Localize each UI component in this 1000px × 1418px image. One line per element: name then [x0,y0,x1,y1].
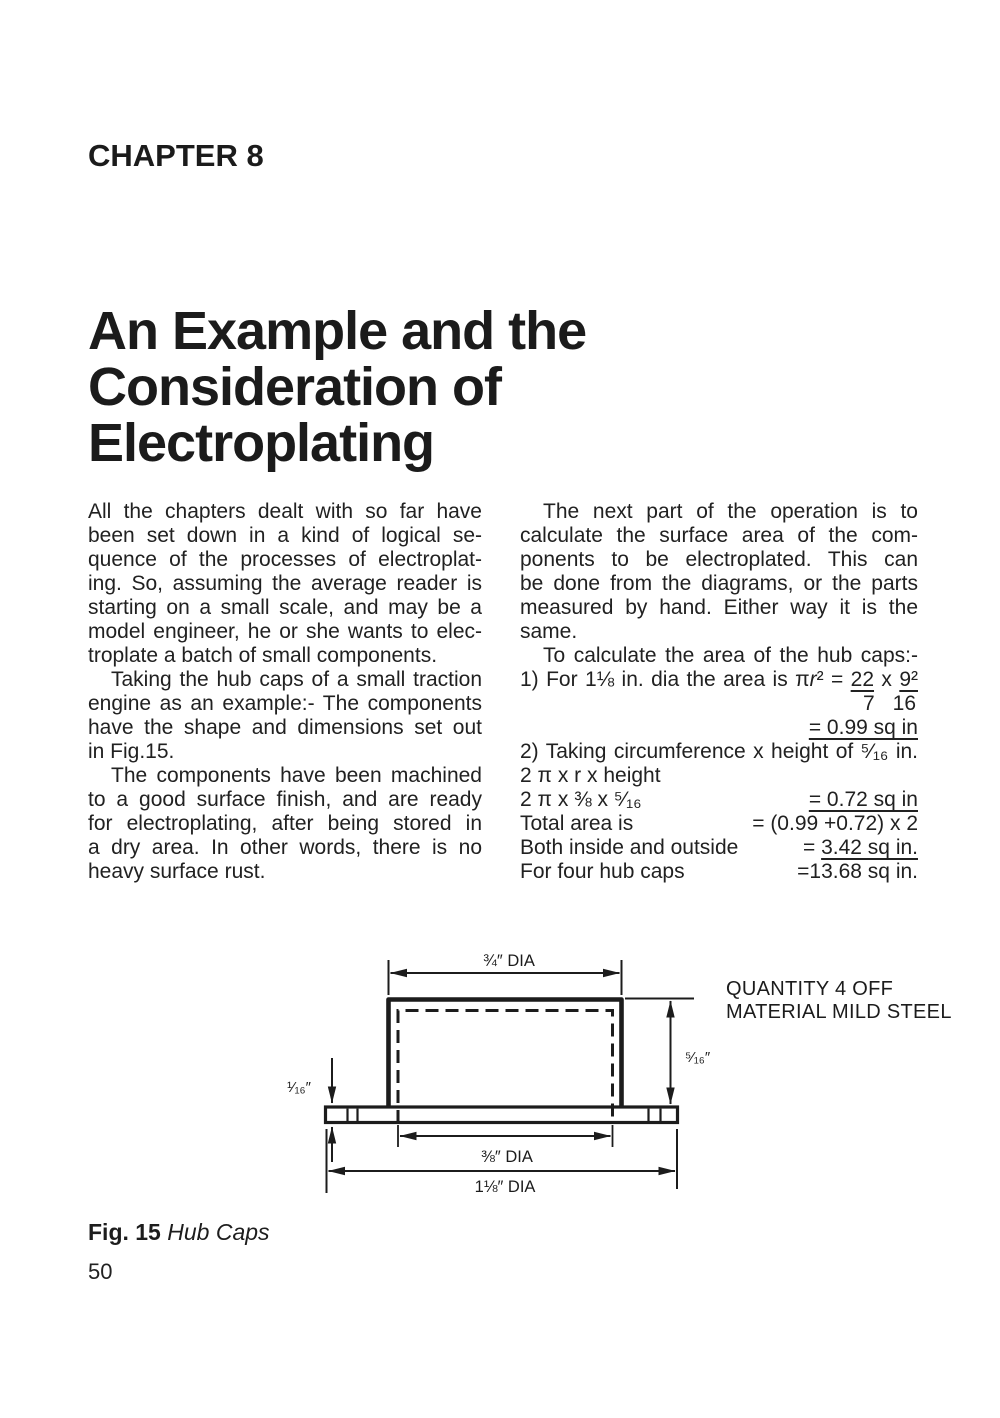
label-one-sixteenth: ¹⁄₁₆″ [287,1079,311,1096]
text-line: have the shape and dimensions set out [88,716,482,739]
text-line: starting on a small scale, and may be a [88,596,482,619]
figure-caption [88,1219,270,1246]
calc-row-label: Both inside and outside [520,836,739,859]
title-line-3: Electroplating [88,413,435,473]
calc-row-label: Total area is [520,812,634,835]
calc-row [520,812,918,836]
fraction-denominator-1: 7 [862,692,875,715]
calc-row [520,860,918,884]
calculation-rows [520,788,918,884]
equation-prefix: 1) For 1⅛ in. dia the area is π [520,668,810,691]
label-three-eighth-dia: ⅜″ DIA [481,1148,533,1166]
text-line: All the chapters dealt with so far have [88,500,482,523]
label-five-sixteenth: ⁵⁄₁₆″ [685,1049,711,1066]
calc-row [520,836,918,860]
text-line: ponents to be electroplated. This can [520,548,918,571]
text-line: measured by hand. Either way it is the [520,596,918,619]
calc-row-value: = 3.42 sq in. [802,836,918,859]
calc-row-value: = 0.72 sq in [808,788,918,811]
text-line: been set down in a kind of logical se- [88,524,482,547]
title-line-2: Consideration of [88,357,501,417]
text-line: model engineer, he or she wants to elec- [88,620,482,643]
chapter-heading: CHAPTER 8 [88,138,264,173]
text-line: engine as an example:- The components [88,692,482,715]
label-material: MATERIAL MILD STEEL [726,1001,952,1023]
right-intro-paragraph [520,500,918,644]
label-quantity: QUANTITY 4 OFF [726,978,894,1000]
text-line: calculate the surface area of the com- [520,524,918,547]
text-line: same. [520,620,578,643]
calc-row-value: =13.68 sq in. [797,860,918,883]
calc-row [520,788,918,812]
hub-cap-diagram [0,930,1000,1220]
figure-caption-title: Hub Caps [167,1219,270,1245]
text-line: troplate a batch of small components. [88,644,438,667]
text-line: The components have been machined [111,764,482,787]
result-value: = 0.99 sq in [808,716,918,739]
text-line: 2) Taking circumference x height of ⁵⁄₁₆ in. [520,740,918,763]
text-line: The next part of the operation is to [543,500,918,523]
figure-caption-number: Fig. 15 [88,1219,161,1245]
result-line [520,716,918,740]
right-text-column [520,500,918,884]
text-line: heavy surface rust. [88,860,266,883]
text-line: quence of the processes of electroplat- [88,548,482,571]
text-line: in Fig.15. [88,740,175,763]
title-line-1: An Example and the [88,301,587,361]
fraction-numerator-1: 22 [850,668,875,691]
calc-row-value: = (0.99 +0.72) x 2 [752,812,918,835]
label-three-quarter-dia: ¾″ DIA [483,952,535,970]
left-text-column [88,500,482,884]
calc-row-label: For four hub caps [520,860,685,883]
text-line: 2 π x r x height [520,764,661,787]
hub-cap-body [389,1000,622,1108]
dimension-three-eighth [398,1125,613,1147]
equation-mid: ² = [816,668,851,691]
multiply-sign: x [874,668,900,691]
label-one-one-eighth-dia: 1⅛″ DIA [474,1178,536,1196]
text-line: a dry area. In other words, there is no [88,836,482,859]
denominator-line [520,692,918,716]
text-line: To calculate the area of the hub caps:- [543,644,918,667]
fraction-numerator-2: 9² [899,668,918,691]
equation-line [520,668,918,692]
page-title [88,303,586,471]
text-line: to a good surface finish, and are ready [88,788,482,811]
dimension-five-sixteenth [625,999,694,1105]
text-line: Taking the hub caps of a small traction [111,668,482,691]
hub-cap-flange [326,1107,678,1123]
text-line: ing. So, assuming the average reader is [88,572,482,595]
fraction-denominator-2: 16 [892,692,916,715]
text-line: for electroplating, after being stored in [88,812,482,835]
page-number: 50 [88,1259,113,1284]
equation-variable: r [809,668,817,691]
calc-row-label: 2 π x ⅜ x ⁵⁄₁₆ [520,788,642,811]
text-line: be done from the diagrams, or the parts [520,572,918,595]
